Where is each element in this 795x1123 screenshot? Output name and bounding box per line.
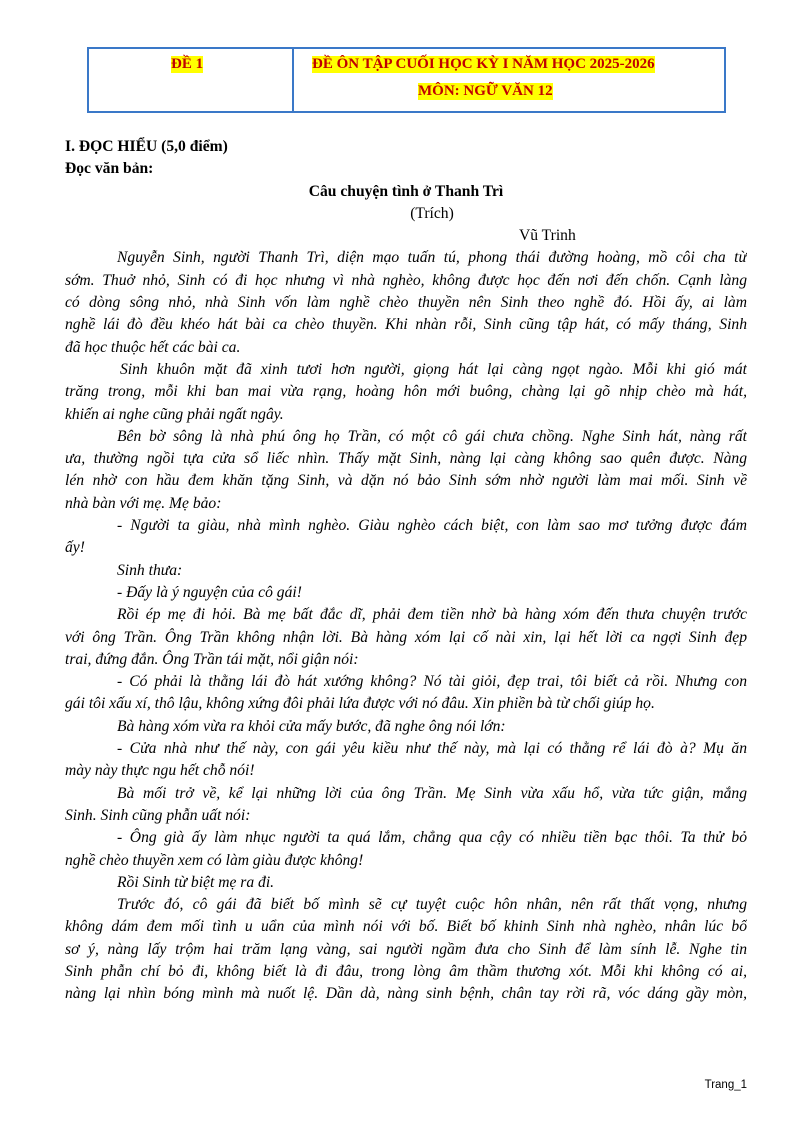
story-author: Vũ Trinh bbox=[519, 227, 576, 245]
text-line: trăng trong, mỗi khi ban mai vừa rạng, hoàng hôn mới buông, chàng lại gõ nhịp chèo mà hát, bbox=[65, 383, 747, 401]
exam-subject: MÔN: NGỮ VĂN 12 bbox=[418, 83, 553, 99]
exam-title: ĐỀ ÔN TẬP CUỐI HỌC KỲ I NĂM HỌC 2025-2026 bbox=[312, 56, 655, 72]
text-line: Bà hàng xóm vừa ra khỏi cửa mấy bước, đã nghe ông nói lớn: bbox=[117, 717, 506, 735]
text-line: Rồi ép mẹ đi hỏi. Bà mẹ bất đắc dĩ, phải đem tiền nhờ bà hàng xóm đến thưa chuyện trước bbox=[117, 606, 747, 624]
text-line: Sinh phẫn chí bỏ đi, không biết là đi đâu, trong lòng âm thầm thương xót. Mỗi khi không có ai, bbox=[65, 962, 747, 980]
text-line: - Đấy là ý nguyện của cô gái! bbox=[117, 583, 302, 601]
text-line: Trước đó, cô gái đã biết bố mình sẽ cự tuyệt cuộc hôn nhân, nên rất thất vọng, nhưng bbox=[117, 896, 747, 914]
text-line: với ông Trần. Ông Trần không nhận lời. Bà hàng xóm lại cố nài xin, lại hết lời ca ngợi Sinh đẹp bbox=[65, 628, 747, 646]
exam-code-cell bbox=[89, 49, 294, 111]
text-line: trai, đứng đắn. Ông Trần tái mặt, nổi giận nói: bbox=[65, 650, 359, 668]
reading-instruction: Đọc văn bản: bbox=[65, 160, 154, 178]
text-line: - Có phải là thằng lái đò hát xướng không? Nó tài giỏi, đẹp trai, tôi biết cả rồi. Nhưng con bbox=[117, 673, 747, 691]
text-line: nàng lại nhìn bóng mình mà nuốt lệ. Dần dà, nàng sinh bệnh, chân tay rời rã, vóc dáng gầy mòn, bbox=[65, 985, 747, 1003]
text-line: có dòng sông nhỏ, nhà Sinh vốn làm nghề chèo thuyền nên Sinh theo nghề đó. Hồi ấy, ai làm bbox=[65, 294, 747, 312]
section-heading: I. ĐỌC HIỂU (5,0 điểm) bbox=[65, 138, 228, 155]
text-line: lén nhờ con hầu đem khăn tặng Sinh, và dặn nó bảo Sinh sớm nhờ người làm mai mối. Sinh về bbox=[65, 472, 747, 490]
document-body bbox=[65, 136, 747, 1006]
text-line: - Người ta giàu, nhà mình nghèo. Giàu nghèo cách biệt, con làm sao mơ tưởng được đám bbox=[117, 517, 747, 535]
text-line: Sinh. Sinh cũng phẫn uất nói: bbox=[65, 806, 251, 824]
text-line: Sinh thưa: bbox=[117, 561, 183, 579]
text-line: ấy! bbox=[65, 539, 85, 557]
text-line: nghề chèo thuyền xem có làm giàu được không! bbox=[65, 851, 364, 869]
text-line: Sinh khuôn mặt đã xinh tươi hơn người, giọng hát lại càng ngọt ngào. Mỗi khi gió mát bbox=[120, 360, 747, 378]
exam-title-cell bbox=[294, 49, 724, 111]
text-line: - Ông già ấy làm nhục người ta quá lắm, chẳng qua cậy có nhiều tiền bạc thôi. Ta thử bỏ bbox=[117, 829, 747, 847]
exam-header-table bbox=[87, 47, 726, 113]
text-line: nhà bàn với mẹ. Mẹ bảo: bbox=[65, 494, 222, 512]
text-line: sơ ý, nàng lấy trộm hai trăm lạng vàng, sai người ngầm đưa cho Sinh để làm sính lễ. Nghe tin bbox=[65, 940, 747, 958]
text-line: nghề lái đò đều khéo hát bài ca chèo thuyền. Khi nhàn rỗi, Sinh cũng tập hát, có mấy tháng, Sinh bbox=[65, 316, 747, 334]
story-title: Câu chuyện tình ở Thanh Trì bbox=[308, 182, 504, 200]
text-line: không dám đem mối tình u uẩn của mình nói với bố. Biết bố khinh Sinh nhà nghèo, nhân lúc bố bbox=[65, 918, 747, 936]
exam-code: ĐỀ 1 bbox=[171, 56, 204, 72]
story-note: (Trích) bbox=[410, 204, 454, 222]
text-line: sớm. Thuở nhỏ, Sinh có đi học nhưng vì nhà nghèo, không được học đến nơi đến chốn. Cạnh làng bbox=[65, 271, 747, 289]
text-line: đã học thuộc hết các bài ca. bbox=[65, 338, 241, 356]
text-line: khiến ai nghe cũng phải ngất ngây. bbox=[65, 405, 284, 423]
text-line: Bên bờ sông là nhà phú ông họ Trần, có một cô gái chưa chồng. Nghe Sinh hát, nàng rất bbox=[117, 427, 747, 445]
text-line: - Cửa nhà như thế này, con gái yêu kiều như thế này, mà lại có thằng rể lái đò à? Mụ ăn bbox=[117, 740, 747, 758]
page-number: Trang_1 bbox=[704, 1079, 747, 1091]
text-line: Bà mối trở về, kể lại những lời của ông Trần. Mẹ Sinh vừa xấu hổ, vừa tức giận, mắng bbox=[117, 784, 747, 802]
text-line: ưa, thường ngồi tựa cửa sổ liếc nhìn. Thấy mặt Sinh, nàng lại càng không sao quên được. Nàng bbox=[65, 450, 747, 468]
text-line: mày này thực ngu hết chỗ nói! bbox=[65, 762, 255, 780]
text-line: Nguyễn Sinh, người Thanh Trì, diện mạo tuấn tú, phong thái đường hoàng, mồ côi cha từ bbox=[117, 249, 747, 267]
text-line: Rồi Sinh từ biệt mẹ ra đi. bbox=[117, 873, 275, 891]
text-line: gái tôi xấu xí, thô lậu, không xứng đôi phải lứa được với nó đâu. Xin phiền bà từ chối giúp họ. bbox=[65, 695, 655, 713]
